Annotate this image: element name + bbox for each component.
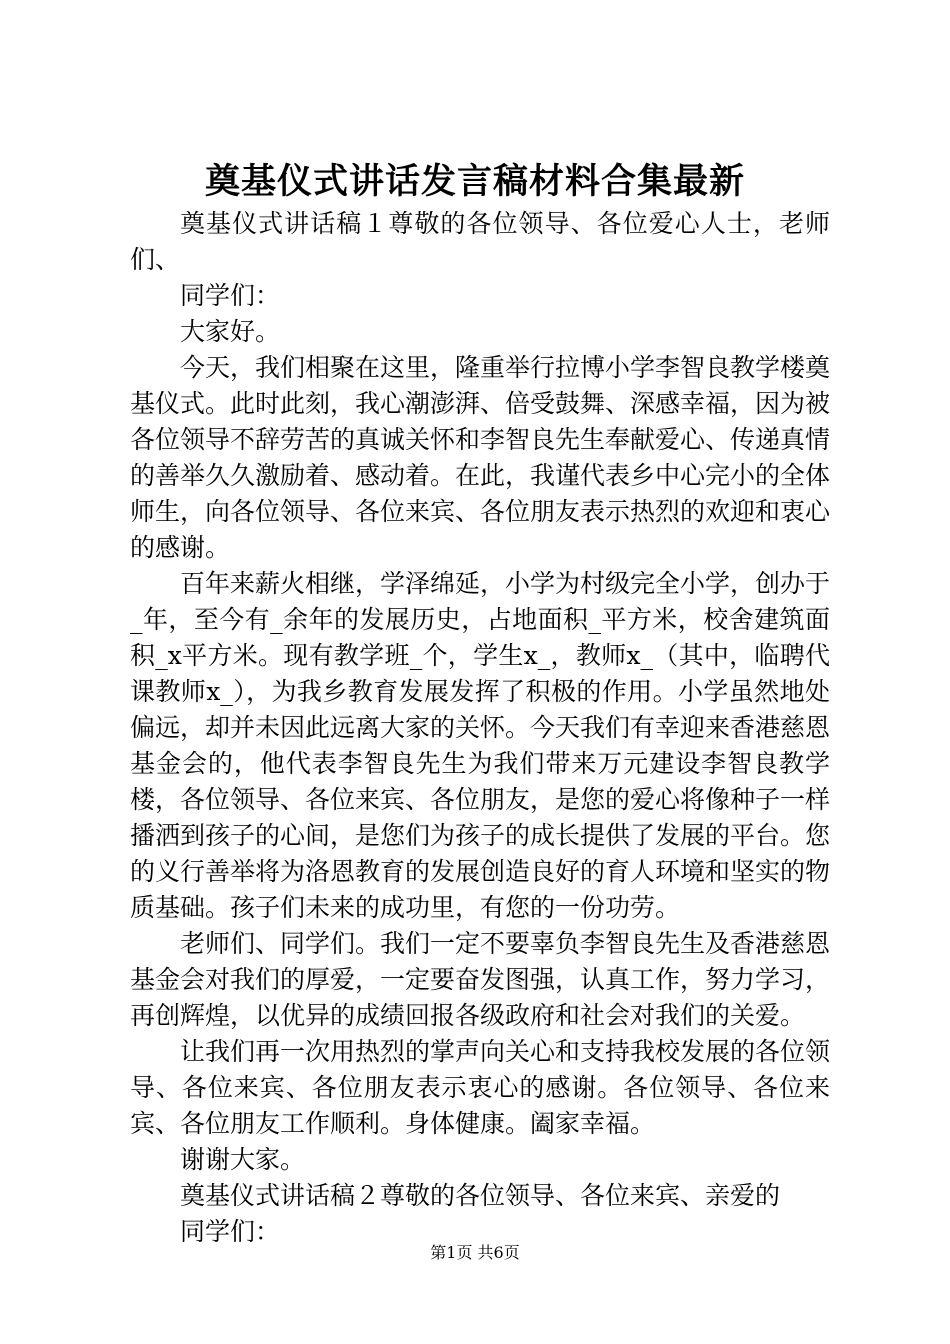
paragraph: 奠基仪式讲话稿２尊敬的各位领导、各位来宾、亲爱的 [180,1181,781,1210]
paragraph: 老师们、同学们。我们一定不要辜负李智良先生及香港慈恩基金会对我们的厚爱，一定要奋发图强，认真工作，努力学习，再创辉煌，以优异的成绩回报各级政府和社会对我们的关爱。 [130,929,831,1030]
paragraph: 大家好。 [180,317,281,346]
document-body [130,206,830,1250]
page-number-footer: 第1页 共6页 [430,1243,520,1262]
paragraph: 同学们： [180,1217,281,1246]
document-title: 奠基仪式讲话发言稿材料合集最新 [204,161,745,202]
paragraph: 同学们： [180,281,281,310]
paragraph: 让我们再一次用热烈的掌声向关心和支持我校发展的各位领导、各位来宾、各位朋友表示衷心的感谢。各位领导、各位来宾、各位朋友工作顺利。身体健康。阖家幸福。 [130,1037,831,1138]
paragraph: 奠基仪式讲话稿１尊敬的各位领导、各位爱心人士，老师们、 [130,209,830,274]
paragraph: 百年来薪火相继，学泽绵延，小学为村级完全小学，创办于_年，至今有_余年的发展历史，占地面积_平方米，校舍建筑面积_x平方米。现有教学班_个，学生x_，教师x_（其中，临聘代课教师x_），为我乡教育发展发挥了积极的作用。小学虽然地处偏远，却并未因此远离大家的关怀。今天我们有幸迎来香港慈恩基金会的，他代表李智良先生为我们带来万元建设李智良教学楼，各位领导、各位来宾、各位朋友，是您的爱心将像种子一样播洒到孩子的心间，是您们为孩子的成长提供了发展的平台。您的义行善举将为洛恩教育的发展创造良好的育人环境和坚实的物质基础。孩子们未来的成功里，有您的一份功劳。 [130,569,831,922]
paragraph: 今天，我们相聚在这里，隆重举行拉博小学李智良教学楼奠基仪式。此时此刻，我心潮澎湃、倍受鼓舞、深感幸福，因为被各位领导不辞劳苦的真诚关怀和李智良先生奉献爱心、传递真情的善举久久激励着、感动着。在此，我谨代表乡中心完小的全体师生，向各位领导、各位来宾、各位朋友表示热烈的欢迎和衷心的感谢。 [130,353,831,562]
paragraph: 谢谢大家。 [180,1145,306,1174]
